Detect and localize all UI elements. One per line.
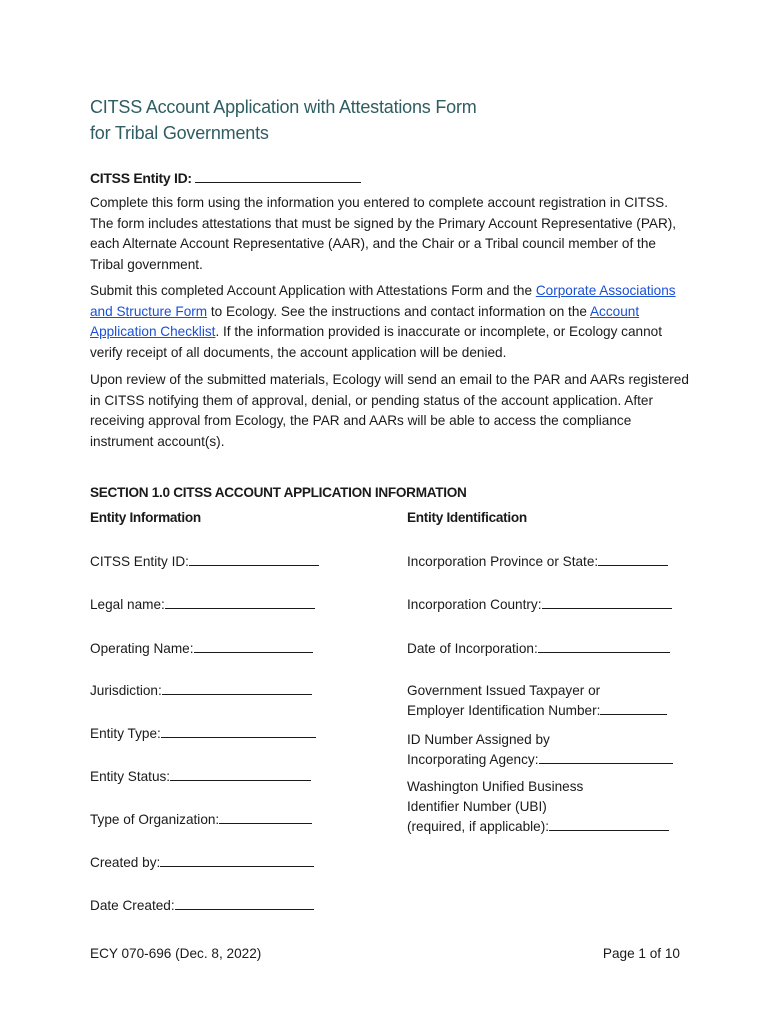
field-label: Date Created: — [90, 898, 175, 913]
form-number: ECY 070-696 (Dec. 8, 2022) — [90, 946, 262, 961]
citss-entity-id-blank[interactable] — [189, 552, 319, 566]
incorporation-country-blank[interactable] — [542, 595, 672, 609]
field-label: Incorporation Country: — [407, 597, 542, 612]
entity-status-blank[interactable] — [170, 767, 311, 781]
field-label: CITSS Entity ID: — [90, 554, 189, 569]
entity-identification-heading: Entity Identification — [407, 510, 527, 525]
entity-id-label: CITSS Entity ID: — [90, 170, 196, 186]
title-line-1: CITSS Account Application with Attestations Form — [90, 97, 477, 117]
incorporation-province-blank[interactable] — [598, 552, 668, 566]
corporate-associations-link[interactable]: Corporate Associations and Structure Form — [90, 283, 676, 319]
field-label: Government Issued Taxpayer or — [407, 683, 601, 698]
review-paragraph: Upon review of the submitted materials, Ecology will send an email to the PAR and AARs registered in CITSS notifying them of approval, denial, or pending status of the account application. After receiving approval from Ecology, the PAR and AARs will be able to access the compliance instrument account(s). — [90, 372, 689, 449]
field-label: Employer Identification Number: — [407, 703, 601, 718]
agency-id-blank[interactable] — [539, 750, 673, 764]
field-label: Legal name: — [90, 597, 165, 612]
field-label: Entity Status: — [90, 769, 171, 784]
date-created-field — [90, 896, 314, 916]
date-created-blank[interactable] — [175, 896, 314, 910]
field-label: Incorporating Agency: — [407, 752, 539, 767]
jurisdiction-field — [90, 681, 312, 701]
field-label: Incorporation Province or State: — [407, 554, 599, 569]
intro-paragraph: Complete this form using the information you entered to complete account registration in CITSS. The form includes attestations that must be signed by the Primary Account Representative (PAR), each Alternate Account Representative (AAR), and the Chair or a Tribal council member of the Tribal government. — [90, 195, 677, 272]
date-of-incorporation-field — [407, 639, 670, 659]
incorporation-country-field — [407, 595, 672, 615]
field-label: Type of Organization: — [90, 812, 220, 827]
field-label: (required, if applicable): — [407, 819, 550, 834]
field-label: ID Number Assigned by — [407, 732, 550, 747]
taxpayer-id-field — [407, 681, 667, 721]
ubi-blank[interactable] — [549, 817, 669, 831]
incorporation-province-field — [407, 552, 668, 572]
submit-text-c: . If the information provided is inaccurate or incomplete, or Ecology cannot verify receipt of all documents, the account application will be denied. — [90, 324, 663, 360]
field-label: Operating Name: — [90, 641, 194, 656]
operating-name-field — [90, 639, 313, 659]
legal-name-field — [90, 595, 315, 615]
title-line-2: for Tribal Governments — [90, 123, 269, 143]
section-title: SECTION 1.0 CITSS ACCOUNT APPLICATION INFORMATION — [90, 485, 467, 500]
created-by-field — [90, 853, 314, 873]
field-label: Date of Incorporation: — [407, 641, 538, 656]
entity-type-blank[interactable] — [161, 724, 316, 738]
submit-text-a: Submit this completed Account Application with Attestations Form and the — [90, 283, 536, 298]
submit-text-b: to Ecology. See the instructions and contact information on the — [207, 303, 590, 319]
entity-id-header — [90, 168, 361, 188]
entity-information-heading: Entity Information — [90, 510, 201, 525]
field-label: Identifier Number (UBI) — [407, 799, 547, 814]
account-application-checklist-link[interactable]: Account Application Checklist — [90, 303, 640, 339]
field-label: Washington Unified Business — [407, 779, 584, 794]
jurisdiction-blank[interactable] — [162, 681, 312, 695]
taxpayer-id-blank[interactable] — [600, 701, 667, 715]
type-of-organization-blank[interactable] — [219, 810, 312, 824]
field-label: Jurisdiction: — [90, 683, 162, 698]
field-label: Created by: — [90, 855, 161, 870]
entity-id-blank[interactable] — [195, 168, 361, 183]
entity-status-field — [90, 767, 311, 787]
ubi-field — [407, 777, 669, 837]
created-by-blank[interactable] — [160, 853, 314, 867]
entity-type-field — [90, 724, 316, 744]
operating-name-blank[interactable] — [194, 639, 313, 653]
page-title — [90, 94, 690, 146]
citss-entity-id-field — [90, 552, 319, 572]
date-of-incorporation-blank[interactable] — [538, 639, 670, 653]
submit-paragraph — [90, 281, 690, 363]
legal-name-blank[interactable] — [165, 595, 315, 609]
field-label: Entity Type: — [90, 726, 161, 741]
agency-id-field — [407, 730, 673, 770]
page-number: Page 1 of 10 — [602, 946, 680, 961]
type-of-organization-field — [90, 810, 312, 830]
